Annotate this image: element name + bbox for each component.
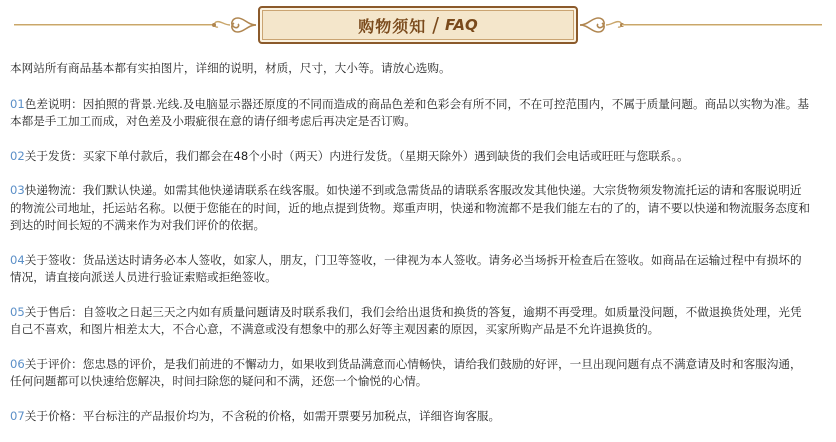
item-text: 关于评价：您忠恳的评价，是我们前进的不懈动力，如果收到货品满意而心情畅快，请给我们鼓励的好评，一旦出现问题有点不满意请及时和客服沟通，任何问题都可以快速给您解决，时间扫除您的疑问和不满，还您一个愉悦的心情。 <box>10 356 802 388</box>
faq-item-after-sales <box>10 304 810 339</box>
item-text: 关于发货：买家下单付款后，我们都会在48个小时（两天）内进行发货。（星期天除外）遇到缺货的我们会电话或旺旺与您联系。。 <box>24 148 689 163</box>
faq-item-color <box>10 96 810 131</box>
faq-item-shipping <box>10 148 810 166</box>
faq-item-price <box>10 408 810 426</box>
item-number: 05 <box>10 304 25 319</box>
item-number: 04 <box>10 252 25 267</box>
banner-line-left <box>14 24 214 26</box>
scroll-ornament-right-icon <box>578 6 626 44</box>
item-text: 快递物流：我们默认快递。如需其他快递请联系在线客服。如快递不到或急需货品的请联系客服改发其他快递。大宗货物须发物流托运的请和客服说明近的物流公司地址，托运站名称。以便于您能在的时间，近的地点提到货物。郑重声明，快递和物流都不是我们能左右的了的，请不要以快递和物流服务态度和到达的时间长短的不满来作为对我们评价的依据。 <box>10 183 810 232</box>
item-number: 01 <box>10 96 25 111</box>
faq-item-signing <box>10 252 810 287</box>
faq-item-reviews <box>10 356 810 391</box>
faq-banner <box>0 0 836 50</box>
banner-plaque <box>258 6 578 44</box>
item-number: 02 <box>10 148 25 163</box>
item-text: 关于售后：自签收之日起三天之内如有质量问题请及时联系我们，我们会给出退货和换货的答复，逾期不再受理。如质量没问题，不做退换货处理，光凭自己不喜欢，和图片相差太大，不合心意，不满意或没有想象中的那么好等主观因素的原因，买家所购产品是不允许退换货的。 <box>10 304 802 336</box>
item-text: 关于价格：平台标注的产品报价均为，不含税的价格，如需开票要另加税点，详细咨询客服。 <box>24 408 501 423</box>
faq-content <box>10 60 810 442</box>
page-title: 购物须知 <box>358 16 427 36</box>
item-number: 06 <box>10 356 25 371</box>
faq-label: FAQ <box>445 16 478 34</box>
scroll-ornament-left-icon <box>210 6 258 44</box>
item-text: 关于签收：货品送达时请务必本人签收，如家人，朋友，门卫等签收，一律视为本人签收。请务必当场拆开检查后在签收。如商品在运输过程中有损坏的情况，请直接向派送人员进行验证索赔或拒绝签收。 <box>10 252 802 284</box>
item-text: 色差说明：因拍照的背景.光线.及电脑显示器还原度的不同而造成的商品色差和色彩会有所不同，不在可控范围内，不属于质量问题。商品以实物为准。基本都是手工加工而成，对色差及小瑕疵很在意的请仔细考虑后再决定是否订购。 <box>10 96 809 128</box>
banner-line-right <box>622 24 822 26</box>
item-number: 03 <box>10 183 25 197</box>
intro-paragraph: 本网站所有商品基本都有实拍图片，详细的说明，材质，尺寸，大小等。请放心选购。 <box>10 61 451 75</box>
title-separator: / <box>432 13 440 37</box>
item-number: 07 <box>10 408 25 423</box>
faq-item-logistics <box>10 182 810 235</box>
